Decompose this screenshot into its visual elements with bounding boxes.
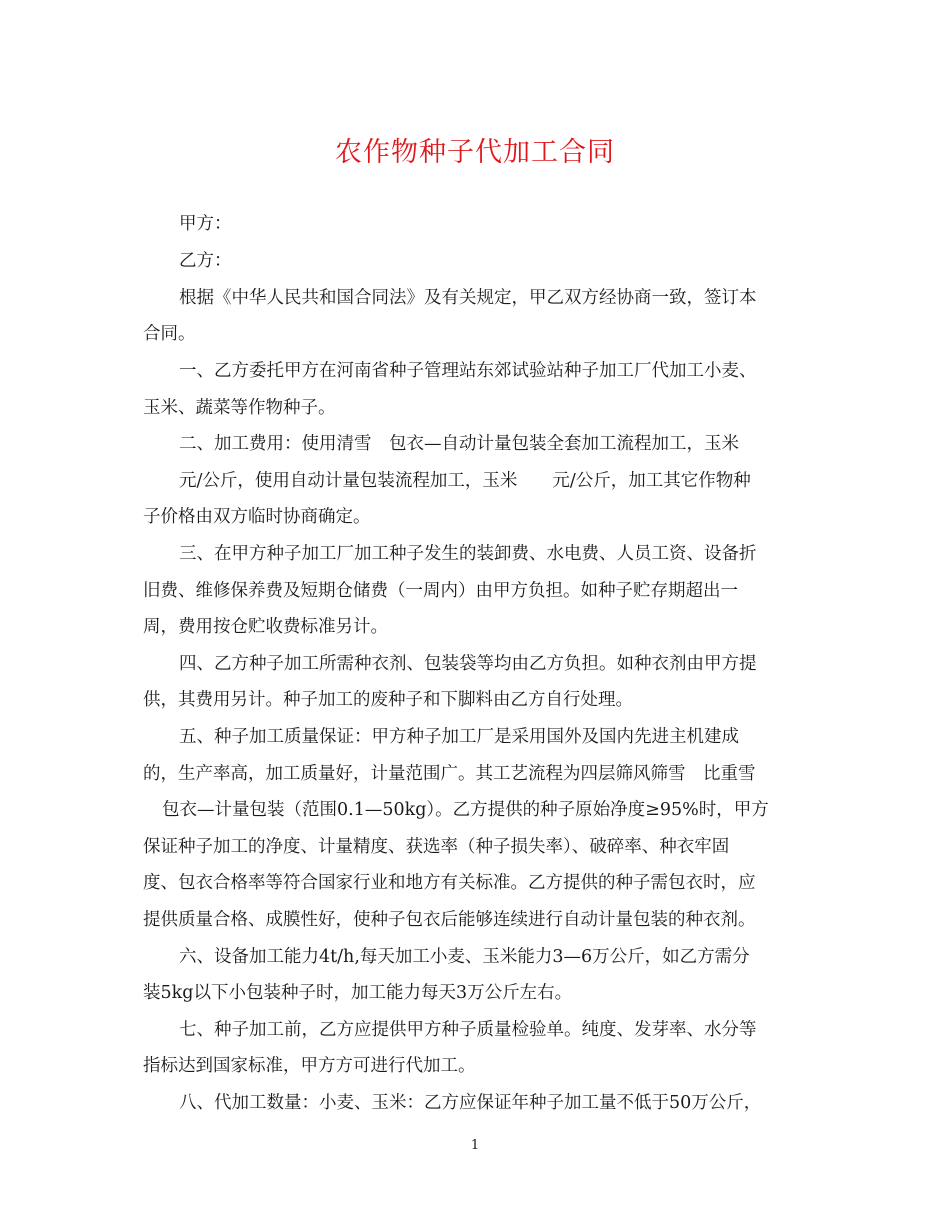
text-line: 指标达到国家标准，甲方方可进行代加工。 bbox=[143, 1056, 476, 1076]
text-line: 三、在甲方种子加工厂加工种子发生的装卸费、水电费、人员工资、设备折 bbox=[179, 544, 757, 564]
text-line: 四、乙方种子加工所需种衣剂、包装袋等均由乙方负担。如种衣剂由甲方提 bbox=[179, 654, 757, 674]
text-line: 周，费用按仓贮收费标准另计。 bbox=[143, 617, 388, 637]
text-line: 度、包衣合格率等符合国家行业和地方有关标准。乙方提供的种子需包衣时，应 bbox=[143, 873, 756, 893]
text-line: 装5kg以下小包装种子时，加工能力每天3万公斤左右。 bbox=[143, 983, 573, 1003]
text-line: 子价格由双方临时协商确定。 bbox=[143, 507, 371, 527]
text-line: 五、种子加工质量保证：甲方种子加工厂是采用国外及国内先进主机建成 bbox=[179, 727, 739, 747]
page-number: 1 bbox=[470, 1138, 480, 1153]
text-line: 供，其费用另计。种子加工的废种子和下脚料由乙方自行处理。 bbox=[143, 690, 633, 710]
text-line: 甲方： bbox=[179, 214, 232, 234]
text-line: 提供质量合格、成膜性好，使种子包衣后能够连续进行自动计量包装的种衣剂。 bbox=[143, 910, 756, 930]
text-line: 合同。 bbox=[143, 324, 196, 344]
text-line: 元/公斤，使用自动计量包装流程加工，玉米 元/公斤，加工其它作物种 bbox=[179, 471, 751, 491]
text-line: 包衣—计量包装（范围0.1—50kg）。乙方提供的种子原始净度≥95%时，甲方 bbox=[162, 800, 769, 820]
document-title: 农作物种子代加工合同 bbox=[335, 137, 615, 168]
text-line: 玉米、蔬菜等作物种子。 bbox=[143, 398, 336, 418]
text-line: 旧费、维修保养费及短期仓储费（一周内）由甲方负担。如种子贮存期超出一 bbox=[143, 581, 738, 601]
text-line: 六、设备加工能力4t/h,每天加工小麦、玉米能力3—6万公斤，如乙方需分 bbox=[179, 947, 750, 967]
text-line: 乙方： bbox=[179, 251, 232, 271]
text-line: 二、加工费用：使用清雪 包衣—自动计量包装全套加工流程加工，玉米 bbox=[179, 434, 739, 454]
text-line: 保证种子加工的净度、计量精度、获选率（种子损失率）、破碎率、种衣牢固 bbox=[143, 837, 730, 857]
text-line: 八、代加工数量：小麦、玉米：乙方应保证年种子加工量不低于50万公斤， bbox=[179, 1093, 762, 1113]
text-line: 七、种子加工前，乙方应提供甲方种子质量检验单。纯度、发芽率、水分等 bbox=[179, 1020, 757, 1040]
text-line: 根据《中华人民共和国合同法》及有关规定，甲乙双方经协商一致，签订本 bbox=[179, 288, 757, 308]
text-line: 一、乙方委托甲方在河南省种子管理站东郊试验站种子加工厂代加工小麦、 bbox=[179, 361, 757, 381]
text-line: 的，生产率高，加工质量好，计量范围广。其工艺流程为四层筛风筛雪 比重雪 bbox=[143, 764, 756, 784]
